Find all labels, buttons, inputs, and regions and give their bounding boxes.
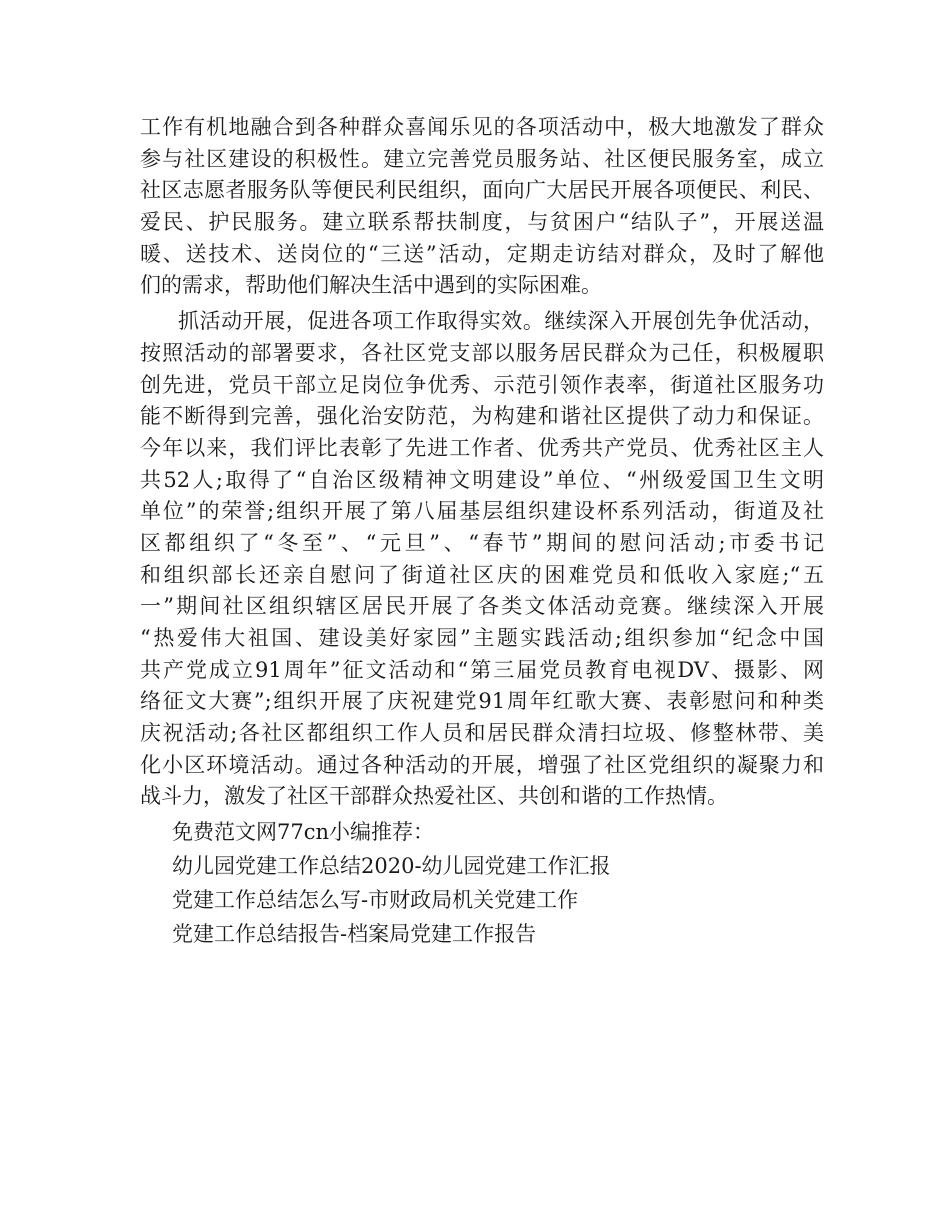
text-line: 化小区环境活动。通过各种活动的开展，增强了社区党组织的凝聚力和 [140,752,824,777]
document-page [140,112,824,951]
text-line: 按照活动的部署要求，各社区党支部以服务居民群众为己任，积极履职 [140,340,824,365]
text-line: 共52人;取得了“自治区级精神文明建设”单位、“州级爱国卫生文明 [140,467,824,492]
text-line: “热爱伟大祖国、建设美好家园”主题实践活动;组织参加“纪念中国 [140,626,824,650]
text-line: 区都组织了“冬至”、“元旦”、“春节”期间的慰问活动;市委书记 [140,530,824,555]
recommend-link-1[interactable]: 幼儿园党建工作总结2020-幼儿园党建工作汇报 [172,854,611,879]
text-line: 暖、送技术、送岗位的“三送”活动，定期走访结对群众，及时了解他 [140,241,824,266]
text-line: 今年以来，我们评比表彰了先进工作者、优秀共产党员、优秀社区主人 [140,435,824,460]
text-line: 抓活动开展，促进各项工作取得实效。继续深入开展创先争优活动， [178,309,824,334]
paragraph-2 [140,306,824,813]
text-line: 和组织部长还亲自慰问了街道社区庆的困难党员和低收入家庭;“五 [140,562,824,587]
text-line: 能不断得到完善，强化治安防范，为构建和谐社区提供了动力和保证。 [140,404,824,429]
recommend-link-2[interactable]: 党建工作总结怎么写-市财政局机关党建工作 [172,888,579,913]
text-line: 一”期间社区组织辖区居民开展了各类文体活动竞赛。继续深入开展 [140,594,824,619]
text-line: 共产党成立91周年”征文活动和“第三届党员教育电视DV、摄影、网 [140,657,824,682]
text-line: 们的需求，帮助他们解决生活中遇到的实际困难。 [140,273,602,298]
text-line: 参与社区建设的积极性。建立完善党员服务站、社区便民服务室，成立 [140,146,824,171]
recommend-section [140,815,824,951]
paragraph-1 [140,112,824,302]
recommend-heading: 免费范文网77cn小编推荐： [172,820,435,845]
text-line: 庆祝活动;各社区都组织工作人员和居民群众清扫垃圾、修整林带、美 [140,721,824,746]
text-line: 爱民、护民服务。建立联系帮扶制度，与贫困户“结队子”，开展送温 [140,210,824,235]
text-line: 社区志愿者服务队等便民利民组织，面向广大居民开展各项便民、利民、 [140,178,824,203]
text-line: 战斗力，激发了社区干部群众热爱社区、共创和谐的工作热情。 [140,784,728,809]
recommend-link-3[interactable]: 党建工作总结报告-档案局党建工作报告 [172,922,537,947]
text-line: 工作有机地融合到各种群众喜闻乐见的各项活动中，极大地激发了群众 [140,115,824,139]
text-line: 单位”的荣誉;组织开展了第八届基层组织建设杯系列活动，街道及社 [140,499,824,524]
text-line: 创先进，党员干部立足岗位争优秀、示范引领作表率，街道社区服务功 [140,372,824,397]
text-line: 络征文大赛”;组织开展了庆祝建党91周年红歌大赛、表彰慰问和种类 [140,689,824,714]
